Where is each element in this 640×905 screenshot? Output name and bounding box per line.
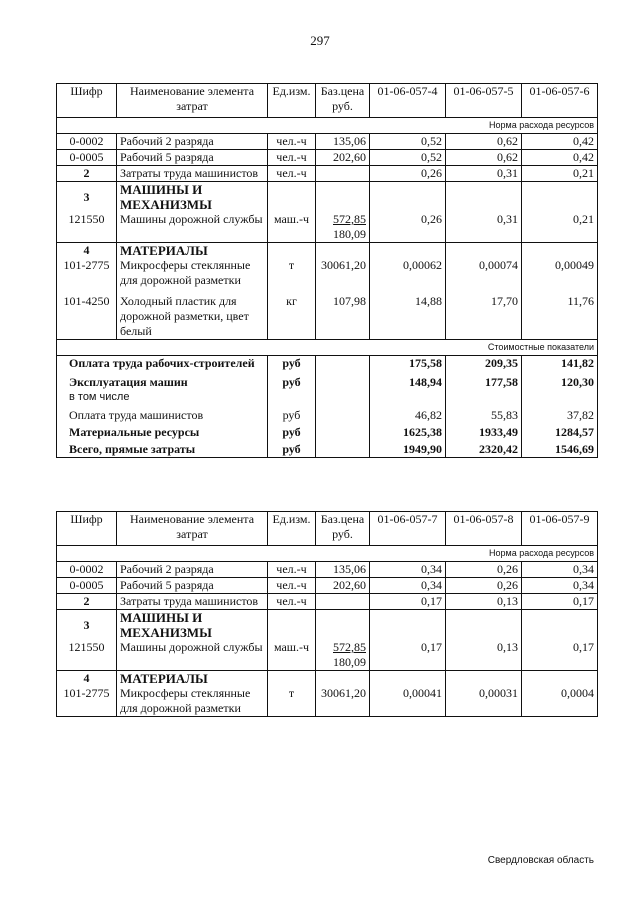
row-price — [316, 640, 370, 671]
row-name: Микросферы стеклянные для дорожной разметки — [117, 686, 268, 717]
row-price — [316, 166, 370, 182]
total-name: Эксплуатация машин — [57, 371, 268, 390]
header-unit: Ед.изм. — [268, 512, 316, 546]
row-code: 121550 — [57, 212, 117, 243]
total-value-2: 177,58 — [446, 371, 522, 390]
table-row — [57, 686, 598, 717]
total-name: Всего, прямые затраты — [57, 440, 268, 458]
total-unit: руб — [268, 440, 316, 458]
row-price: 202,60 — [316, 150, 370, 166]
row-value-1: 0,00041 — [370, 686, 446, 717]
table-row — [57, 610, 598, 641]
total-name: Материальные ресурсы — [57, 423, 268, 440]
row-value-1: 0,52 — [370, 134, 446, 150]
row-value-1: 0,34 — [370, 578, 446, 594]
row-name: Микросферы стеклянные для дорожной разметки — [117, 258, 268, 288]
total-row — [57, 390, 598, 405]
row-name: Рабочий 5 разряда — [117, 578, 268, 594]
row-code: 0-0005 — [57, 578, 117, 594]
row-value-1: 0,00062 — [370, 258, 446, 288]
row-value-3: 0,34 — [522, 562, 598, 578]
table-row — [57, 578, 598, 594]
row-value-3: 0,42 — [522, 134, 598, 150]
total-value-3: 141,82 — [522, 356, 598, 372]
table-row — [57, 640, 598, 671]
row-value-2: 0,00074 — [446, 258, 522, 288]
row-value-1: 0,17 — [370, 640, 446, 671]
section-title: МАТЕРИАЛЫ — [117, 243, 268, 259]
row-unit: чел.-ч — [268, 594, 316, 610]
total-value-1: 1625,38 — [370, 423, 446, 440]
section-code: 4 — [57, 671, 117, 687]
table-row — [57, 671, 598, 687]
row-value-1: 0,17 — [370, 594, 446, 610]
header-unit: Ед.изм. — [268, 84, 316, 118]
header-col-2: 01-06-057-5 — [446, 84, 522, 118]
section-title: МАТЕРИАЛЫ — [117, 671, 268, 687]
total-row — [57, 405, 598, 423]
row-value-2: 0,62 — [446, 134, 522, 150]
row-price: 107,98 — [316, 288, 370, 340]
header-col-3: 01-06-057-6 — [522, 84, 598, 118]
row-code: 0-0002 — [57, 134, 117, 150]
row-value-3: 0,34 — [522, 578, 598, 594]
row-value-3: 0,0004 — [522, 686, 598, 717]
row-price: 30061,20 — [316, 258, 370, 288]
price-bottom: 180,09 — [333, 227, 366, 241]
row-unit: чел.-ч — [268, 150, 316, 166]
row-code: 101-4250 — [57, 288, 117, 340]
row-code: 101-2775 — [57, 686, 117, 717]
row-unit: чел.-ч — [268, 166, 316, 182]
total-value-2: 2320,42 — [446, 440, 522, 458]
price-bottom: 180,09 — [333, 655, 366, 669]
row-unit: чел.-ч — [268, 134, 316, 150]
row-value-3: 0,42 — [522, 150, 598, 166]
total-value-3: 1284,57 — [522, 423, 598, 440]
row-value-1: 0,26 — [370, 212, 446, 243]
row-unit: маш.-ч — [268, 212, 316, 243]
total-unit: руб — [268, 356, 316, 372]
row-code: 0-0002 — [57, 562, 117, 578]
table-row — [57, 562, 598, 578]
table-row — [57, 150, 598, 166]
total-value-1: 148,94 — [370, 371, 446, 390]
total-value-1: 1949,90 — [370, 440, 446, 458]
row-value-2: 0,31 — [446, 166, 522, 182]
total-note: в том числе — [57, 390, 268, 405]
header-name: Наименование элемента затрат — [117, 512, 268, 546]
table-row — [57, 243, 598, 259]
row-value-1: 0,52 — [370, 150, 446, 166]
row-unit: чел.-ч — [268, 578, 316, 594]
section-code: 4 — [57, 243, 117, 259]
total-unit: руб — [268, 371, 316, 390]
row-value-3: 11,76 — [522, 288, 598, 340]
row-name: Затраты труда машинистов — [117, 594, 268, 610]
row-value-1: 0,26 — [370, 166, 446, 182]
row-code: 2 — [57, 594, 117, 610]
region-footer: Свердловская область — [487, 855, 594, 866]
resource-table-1 — [56, 83, 598, 458]
row-value-2: 0,13 — [446, 640, 522, 671]
section-code: 3 — [57, 182, 117, 213]
row-value-2: 17,70 — [446, 288, 522, 340]
row-name: Рабочий 5 разряда — [117, 150, 268, 166]
header-code: Шифр — [57, 512, 117, 546]
total-value-2: 55,83 — [446, 405, 522, 423]
row-price — [316, 594, 370, 610]
row-price: 30061,20 — [316, 686, 370, 717]
header-base-price: Баз.цена руб. — [316, 512, 370, 546]
row-code: 2 — [57, 166, 117, 182]
total-value-2: 1933,49 — [446, 423, 522, 440]
total-row — [57, 440, 598, 458]
total-row — [57, 423, 598, 440]
row-name: Затраты труда машинистов — [117, 166, 268, 182]
band-row — [57, 340, 598, 356]
table-header-row — [57, 512, 598, 546]
table-row — [57, 258, 598, 288]
table-row — [57, 182, 598, 213]
row-unit: кг — [268, 288, 316, 340]
row-name: Холодный пластик для дорожной разметки, цвет белый — [117, 288, 268, 340]
row-name: Машины дорожной службы — [117, 212, 268, 243]
band-norm-label: Норма расхода ресурсов — [57, 546, 598, 562]
row-value-2: 0,62 — [446, 150, 522, 166]
row-name: Рабочий 2 разряда — [117, 562, 268, 578]
band-cost-label: Стоимостные показатели — [57, 340, 598, 356]
row-value-1: 14,88 — [370, 288, 446, 340]
price-top: 572,85 — [333, 640, 366, 654]
row-unit: т — [268, 258, 316, 288]
header-col-1: 01-06-057-4 — [370, 84, 446, 118]
band-row — [57, 546, 598, 562]
total-value-1: 175,58 — [370, 356, 446, 372]
total-row — [57, 356, 598, 372]
row-price: 135,06 — [316, 134, 370, 150]
row-name: Рабочий 2 разряда — [117, 134, 268, 150]
header-col-1: 01-06-057-7 — [370, 512, 446, 546]
total-value-2: 209,35 — [446, 356, 522, 372]
total-value-3: 120,30 — [522, 371, 598, 390]
row-value-3: 0,00049 — [522, 258, 598, 288]
row-code: 101-2775 — [57, 258, 117, 288]
band-row — [57, 118, 598, 134]
row-value-1: 0,34 — [370, 562, 446, 578]
header-base-price: Баз.цена руб. — [316, 84, 370, 118]
section-title: МАШИНЫ И МЕХАНИЗМЫ — [117, 182, 268, 213]
table-header-row — [57, 84, 598, 118]
row-price — [316, 212, 370, 243]
table-row — [57, 134, 598, 150]
row-unit: маш.-ч — [268, 640, 316, 671]
row-value-3: 0,17 — [522, 594, 598, 610]
row-unit: чел.-ч — [268, 562, 316, 578]
total-row — [57, 371, 598, 390]
total-name: Оплата труда рабочих-строителей — [57, 356, 268, 372]
row-value-2: 0,13 — [446, 594, 522, 610]
total-unit: руб — [268, 405, 316, 423]
price-top: 572,85 — [333, 212, 366, 226]
row-price: 202,60 — [316, 578, 370, 594]
row-price: 135,06 — [316, 562, 370, 578]
section-code: 3 — [57, 610, 117, 641]
table-row — [57, 166, 598, 182]
total-value-3: 1546,69 — [522, 440, 598, 458]
total-name: Оплата труда машинистов — [57, 405, 268, 423]
header-col-2: 01-06-057-8 — [446, 512, 522, 546]
row-name: Машины дорожной службы — [117, 640, 268, 671]
resource-table-2 — [56, 511, 598, 717]
total-unit: руб — [268, 423, 316, 440]
header-col-3: 01-06-057-9 — [522, 512, 598, 546]
row-value-3: 0,21 — [522, 212, 598, 243]
row-code: 121550 — [57, 640, 117, 671]
section-title: МАШИНЫ И МЕХАНИЗМЫ — [117, 610, 268, 641]
row-value-2: 0,26 — [446, 578, 522, 594]
table-row — [57, 288, 598, 340]
table-row — [57, 594, 598, 610]
row-value-2: 0,26 — [446, 562, 522, 578]
band-norm-label: Норма расхода ресурсов — [57, 118, 598, 134]
row-unit: т — [268, 686, 316, 717]
header-code: Шифр — [57, 84, 117, 118]
row-value-2: 0,31 — [446, 212, 522, 243]
header-name: Наименование элемента затрат — [117, 84, 268, 118]
row-value-3: 0,17 — [522, 640, 598, 671]
total-value-3: 37,82 — [522, 405, 598, 423]
row-value-3: 0,21 — [522, 166, 598, 182]
page-number: 297 — [310, 33, 330, 48]
table-row — [57, 212, 598, 243]
row-value-2: 0,00031 — [446, 686, 522, 717]
total-value-1: 46,82 — [370, 405, 446, 423]
row-code: 0-0005 — [57, 150, 117, 166]
